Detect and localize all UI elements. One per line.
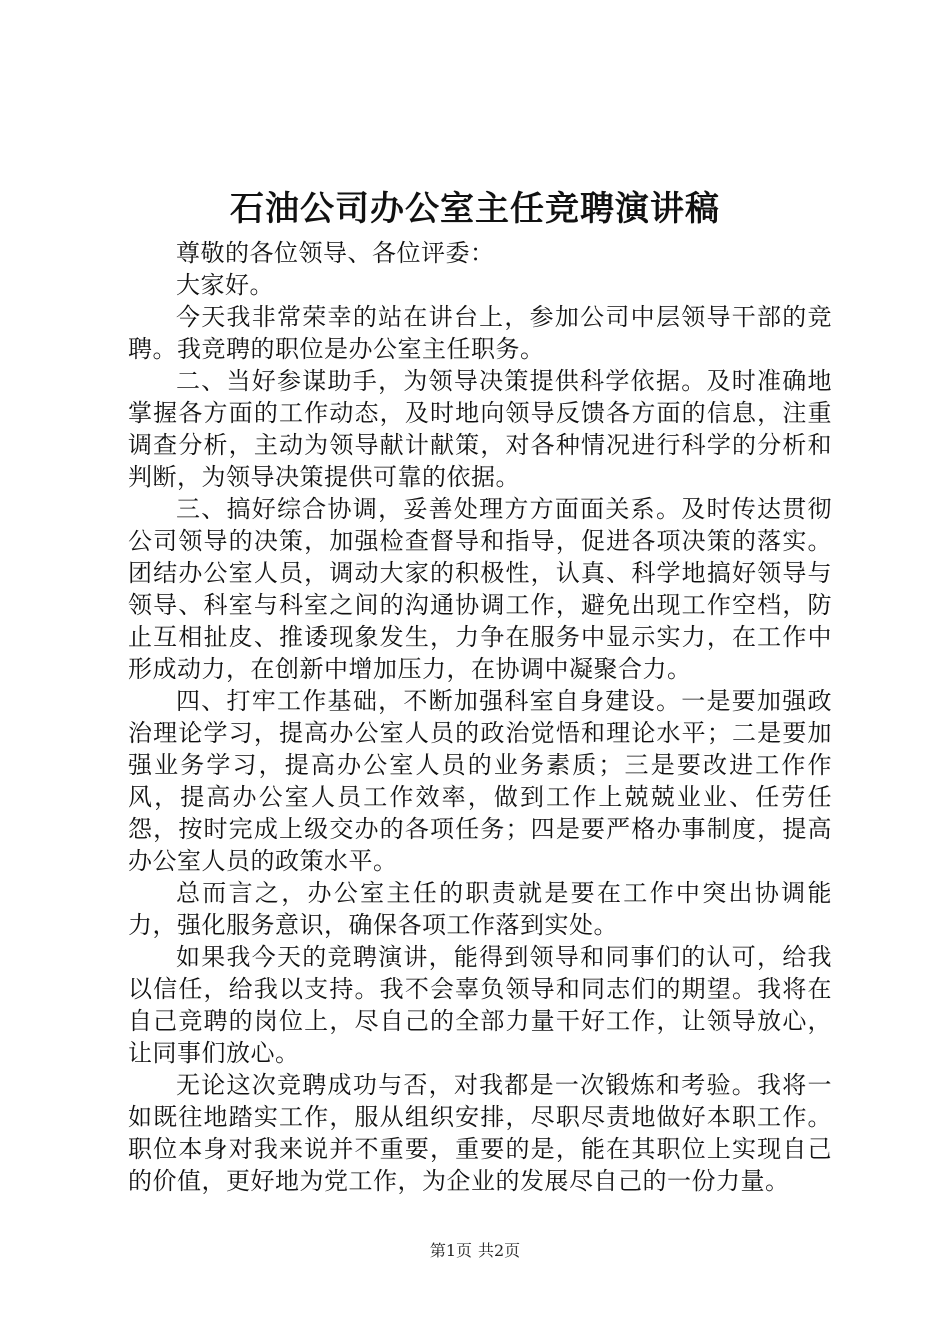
paragraph-closing: 无论这次竞聘成功与否，对我都是一次锻炼和考验。我将一如既往地踏实工作，服从组织安排，尽职尽责地做好本职工作。职位本身对我来说并不重要，重要的是，能在其职位上实现自己的价值，更好地为党工作，为企业的发展尽自己的一份力量。 [128,1071,832,1195]
page-footer [0,1240,950,1262]
document-title: 石油公司办公室主任竞聘演讲稿 [230,189,720,229]
paragraph-point-two: 二、当好参谋助手，为领导决策提供科学依据。及时准确地掌握各方面的工作动态，及时地向领导反馈各方面的信息，注重调查分析，主动为领导献计献策，对各种情况进行科学的分析和判断，为领导决策提供可靠的依据。 [128,367,832,491]
paragraph-point-three: 三、搞好综合协调，妥善处理方方面面关系。及时传达贯彻公司领导的决策，加强检查督导和指导，促进各项决策的落实。团结办公室人员，调动大家的积极性，认真、科学地搞好领导与领导、科室与科室之间的沟通协调工作，避免出现工作空档，防止互相扯皮、推诿现象发生，力争在服务中显示实力，在工作中形成动力，在创新中增加压力，在协调中凝聚合力。 [128,495,832,683]
paragraph-commitment: 如果我今天的竞聘演讲，能得到领导和同事们的认可，给我以信任，给我以支持。我不会辜负领导和同志们的期望。我将在自己竞聘的岗位上，尽自己的全部力量干好工作，让领导放心，让同事们放心。 [128,943,832,1067]
page-total: 共2页 [478,1241,521,1260]
salutation: 尊敬的各位领导、各位评委： [176,239,495,267]
document-body [128,237,832,1197]
page-number: 第1页 [429,1241,472,1260]
paragraph-summary: 总而言之，办公室主任的职责就是要在工作中突出协调能力，强化服务意识，确保各项工作落到实处。 [128,879,832,939]
paragraph-intro: 今天我非常荣幸的站在讲台上，参加公司中层领导干部的竞聘。我竞聘的职位是办公室主任职务。 [128,303,832,363]
greeting: 大家好。 [176,271,274,299]
paragraph-point-four: 四、打牢工作基础，不断加强科室自身建设。一是要加强政治理论学习，提高办公室人员的政治觉悟和理论水平；二是要加强业务学习，提高办公室人员的业务素质；三是要改进工作作风，提高办公室人员工作效率，做到工作上兢兢业业、任劳任怨，按时完成上级交办的各项任务；四是要严格办事制度，提高办公室人员的政策水平。 [128,687,832,875]
